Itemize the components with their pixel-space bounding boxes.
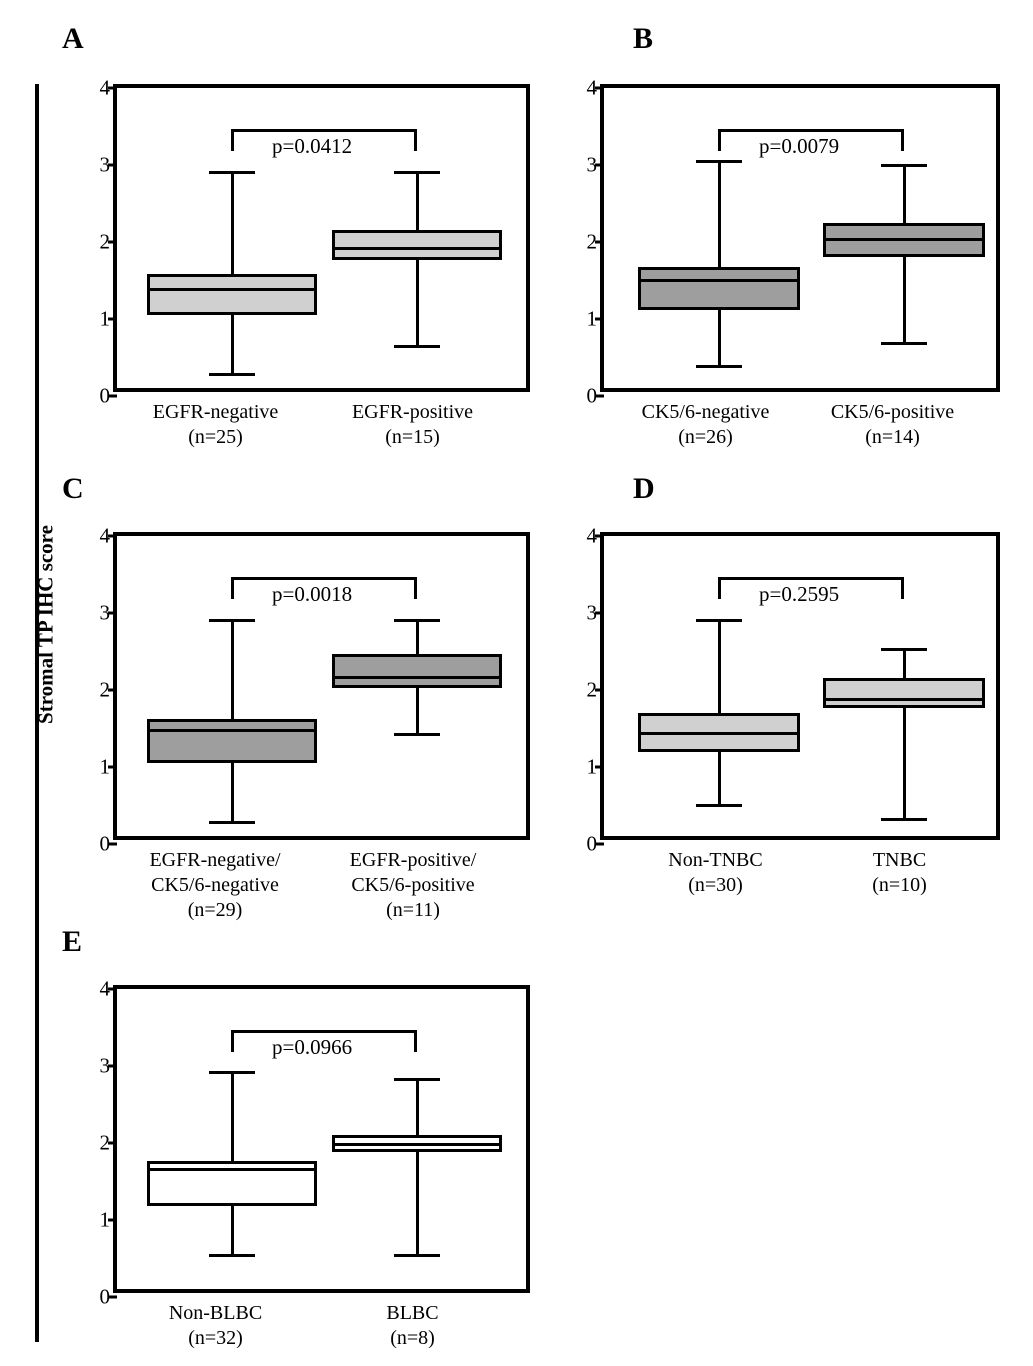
panel-e-xlabel-2-line2: (n=8): [390, 1327, 435, 1349]
panel-d-letter: D: [633, 472, 655, 505]
panel-a-box-1-lower-whisker: [231, 315, 234, 373]
panel-b-box-2-upper-cap: [881, 164, 927, 167]
panel-d-box-2-upper-whisker: [903, 648, 906, 679]
panel-a-box-1-rect: [147, 274, 317, 315]
panel-c-xlabel-1-line2: CK5/6-negative: [151, 874, 279, 896]
panel-e-letter: E: [62, 925, 83, 958]
panel-b-ytick-4: 4: [586, 75, 597, 100]
panel-c-xlabel-1: [120, 848, 310, 923]
panel-b-box-2-lower-whisker: [903, 257, 906, 343]
panel-d-box-2-lower-whisker: [903, 708, 906, 819]
panel-d-xlabel-2: [812, 848, 987, 898]
panel-b-letter: B: [633, 22, 654, 55]
panel-a-plot-area: [99, 75, 530, 408]
panel-c-box-1-lower-whisker: [231, 763, 234, 821]
panel-e-box-1-upper-whisker: [231, 1071, 234, 1163]
panel-b-xlabel-1-line1: CK5/6-negative: [641, 401, 770, 423]
panel-e-box-2-upper-cap: [394, 1078, 440, 1081]
y-axis-label: Stromal TP IHC score: [33, 525, 58, 724]
panel-d-box-2-rect: [823, 678, 985, 708]
panel-a-box-1-upper-whisker: [231, 171, 234, 275]
panel-c-box-1-upper-whisker: [231, 619, 234, 720]
panel-d-xlabel-1-line2: (n=30): [688, 874, 743, 896]
panel-d-xlabel-1-line1: Non-TNBC: [668, 849, 763, 871]
panel-a-box-2-lower-cap: [394, 345, 440, 348]
panel-e-box-1-median: [147, 1168, 317, 1171]
panel-e-ytick-2: 2: [99, 1130, 110, 1155]
panel-a-ytick-0: 0: [99, 383, 110, 408]
panel-a-xlabel-2-line1: EGFR-positive: [351, 401, 474, 423]
panel-e-box-1-lower-cap: [209, 1254, 255, 1257]
panel-e-xlabel-1: [128, 1301, 303, 1351]
panel-c-box-1-lower-cap: [209, 821, 255, 824]
panel-a-box-2-upper-cap: [394, 171, 440, 174]
panel-c-xlabel-1-line3: (n=29): [187, 899, 243, 921]
panel-c-box-2-lower-cap: [394, 733, 440, 736]
panel-b-ytick-2: 2: [586, 229, 597, 254]
panel-c-box-2-upper-whisker: [416, 619, 419, 655]
panel-a-box-1-upper-cap: [209, 171, 255, 174]
panel-c-xlabel-2-line1: EGFR-positive/: [349, 849, 477, 871]
panel-a-ytick-4: 4: [99, 75, 110, 100]
panel-e-plot-area: [99, 976, 530, 1309]
panel-e-box-2-median: [332, 1143, 502, 1146]
panel-d-ytick-0: 0: [586, 831, 597, 856]
panel-b-plot-area: [586, 75, 1000, 408]
panel-e-box-1-lower-whisker: [231, 1206, 234, 1255]
panel-e-ytick-3: 3: [99, 1053, 110, 1078]
panel-c-box-2-median: [332, 676, 502, 679]
panel-e-pvalue: p=0.0966: [272, 1035, 353, 1059]
panel-c-ytick-0: 0: [99, 831, 110, 856]
panel-d-ytick-2: 2: [586, 677, 597, 702]
panel-e-ytick-1: 1: [99, 1207, 110, 1232]
panel-d-ytick-1: 1: [586, 754, 597, 779]
panel-b-ytick-1: 1: [586, 306, 597, 331]
panel-a-box-2-lower-whisker: [416, 260, 419, 345]
panel-b-xlabel-1: [618, 400, 793, 450]
panel-c-ytick-1: 1: [99, 754, 110, 779]
panel-d-xlabel-2-line2: (n=10): [872, 874, 927, 896]
panel-b-box-1-upper-whisker: [718, 160, 721, 268]
panel-b-xlabel-2-line1: CK5/6-positive: [830, 401, 955, 423]
panel-b-box-1-median: [638, 279, 800, 282]
panel-b-box-1-lower-cap: [696, 365, 742, 368]
panel-b-xlabel-2-line2: (n=14): [865, 426, 920, 448]
panel-d-box-1-upper-whisker: [718, 619, 721, 714]
panel-e-xlabel-1-line2: (n=32): [188, 1327, 243, 1349]
panel-a-pvalue: p=0.0412: [272, 134, 353, 158]
panel-e-xlabel-1-line1: Non-BLBC: [168, 1302, 263, 1324]
panel-e-box-2-lower-whisker: [416, 1152, 419, 1255]
panel-a-ytick-1: 1: [99, 306, 110, 331]
panel-b-box-1-lower-whisker: [718, 310, 721, 366]
panel-a-box-1-lower-cap: [209, 373, 255, 376]
panel-c-ytick-4: 4: [99, 523, 110, 548]
panel-a-box-2-upper-whisker: [416, 171, 419, 231]
panel-c-box-2-lower-whisker: [416, 688, 419, 734]
panel-a-xlabel-2-line2: (n=15): [385, 426, 440, 448]
panel-c-pvalue: p=0.0018: [272, 582, 353, 606]
panel-c-plot-area: [99, 523, 530, 856]
panel-d-pvalue: p=0.2595: [759, 582, 840, 606]
panel-c-box-2-rect: [332, 654, 502, 688]
panel-b-box-2-lower-cap: [881, 342, 927, 345]
panel-b-ytick-0: 0: [586, 383, 597, 408]
panel-b-ytick-3: 3: [586, 152, 597, 177]
panel-e-ytick-0: 0: [99, 1284, 110, 1309]
panel-b-pvalue: p=0.0079: [759, 134, 840, 158]
panel-a-ytick-3: 3: [99, 152, 110, 177]
panel-c-box-1-upper-cap: [209, 619, 255, 622]
panel-a-box-2-median: [332, 247, 502, 250]
panel-c-box-1-rect: [147, 719, 317, 763]
panel-a-ytick-2: 2: [99, 229, 110, 254]
panel-b-xlabel-1-line2: (n=26): [678, 426, 733, 448]
panel-e-box-2-upper-whisker: [416, 1078, 419, 1136]
panel-d-xlabel-2-line1: TNBC: [872, 849, 927, 871]
panel-d-box-1-upper-cap: [696, 619, 742, 622]
panel-a-xlabel-1-line1: EGFR-negative: [152, 401, 279, 423]
panel-c-xlabel-2: [318, 848, 508, 923]
panel-e-box-2-lower-cap: [394, 1254, 440, 1257]
panel-c-xlabel-1-line1: EGFR-negative/: [149, 849, 281, 871]
panel-e-xlabel-2-line1: BLBC: [386, 1302, 439, 1324]
panel-d-plot-area: [586, 523, 1000, 856]
panel-c-ytick-3: 3: [99, 600, 110, 625]
panel-b-box-2-upper-whisker: [903, 164, 906, 224]
panel-e-box-1-upper-cap: [209, 1071, 255, 1074]
panel-b-xlabel-2: [805, 400, 980, 450]
panel-b-box-1-upper-cap: [696, 160, 742, 163]
panel-d-ytick-3: 3: [586, 600, 597, 625]
panel-d-box-1-lower-cap: [696, 804, 742, 807]
panel-c-ytick-2: 2: [99, 677, 110, 702]
panel-e-xlabel-2: [325, 1301, 500, 1351]
panel-a-letter: A: [62, 22, 84, 55]
panel-c-xlabel-2-line3: (n=11): [386, 899, 440, 921]
panel-d-box-2-lower-cap: [881, 818, 927, 821]
panel-d-box-1-median: [638, 732, 800, 735]
panel-a-xlabel-1: [128, 400, 303, 450]
panel-c-box-1-median: [147, 729, 317, 732]
panel-c-box-2-upper-cap: [394, 619, 440, 622]
panel-d-box-2-upper-cap: [881, 648, 927, 651]
panel-c-xlabel-2-line2: CK5/6-positive: [351, 874, 475, 896]
panel-d-box-2-median: [823, 698, 985, 701]
panel-c-letter: C: [62, 472, 84, 505]
panel-a-box-1-median: [147, 288, 317, 291]
panel-b-box-2-median: [823, 238, 985, 241]
panel-a-xlabel-2: [325, 400, 500, 450]
panel-e-ytick-4: 4: [99, 976, 110, 1001]
panel-a-box-2-rect: [332, 230, 502, 260]
panel-d-box-1-lower-whisker: [718, 752, 721, 805]
panel-d-xlabel-1: [628, 848, 803, 898]
panel-b-box-1-rect: [638, 267, 800, 310]
panel-d-ytick-4: 4: [586, 523, 597, 548]
panel-a-xlabel-1-line2: (n=25): [188, 426, 243, 448]
